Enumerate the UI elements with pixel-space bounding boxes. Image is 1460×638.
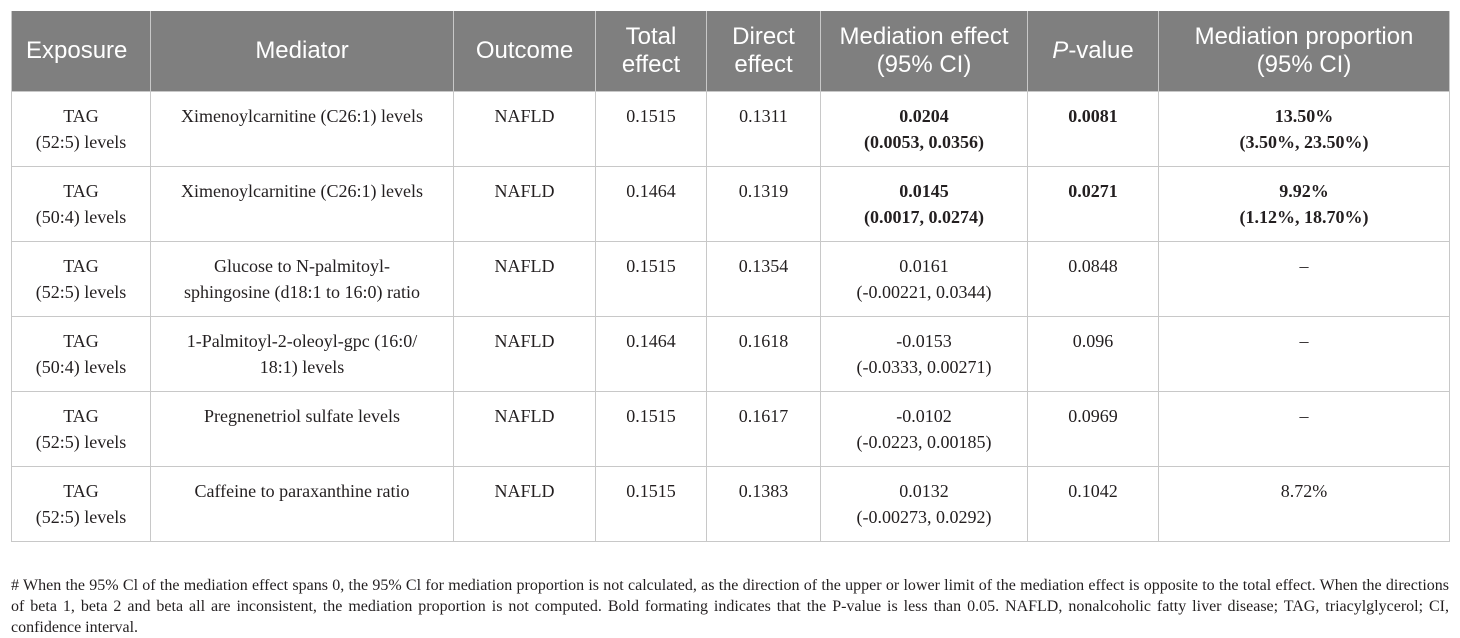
cell-direct-effect: 0.1383 xyxy=(707,467,821,542)
mediation-effect-ci: (0.0017, 0.0274) xyxy=(864,207,984,227)
cell-mediation-effect xyxy=(821,392,1028,467)
cell-mediation-proportion xyxy=(1159,167,1450,242)
mediation-effect-value: -0.0102 xyxy=(896,406,952,426)
results-table-wrapper xyxy=(11,11,1449,542)
exposure-line-1: TAG xyxy=(63,481,99,501)
cell-total-effect: 0.1515 xyxy=(596,467,707,542)
mediation-effect-value: 0.0204 xyxy=(899,106,949,126)
cell-mediator: Caffeine to paraxanthine ratio xyxy=(151,467,454,542)
cell-total-effect: 0.1464 xyxy=(596,317,707,392)
cell-direct-effect: 0.1617 xyxy=(707,392,821,467)
header-total-effect: Total effect xyxy=(596,11,707,92)
cell-mediation-effect xyxy=(821,467,1028,542)
table-row xyxy=(12,467,1450,542)
exposure-line-2: (50:4) levels xyxy=(35,357,127,377)
exposure-line-2: (52:5) levels xyxy=(35,432,127,452)
exposure-line-2: (52:5) levels xyxy=(35,282,127,302)
exposure-line-1: TAG xyxy=(63,106,99,126)
mediator-line-2: sphingosine (d18:1 to 16:0) ratio xyxy=(184,282,420,302)
mediation-effect-value: -0.0153 xyxy=(896,331,952,351)
proportion-value: 13.50% xyxy=(1274,106,1334,126)
cell-total-effect: 0.1515 xyxy=(596,92,707,167)
table-footnote: # When the 95% Cl of the mediation effect spans 0, the 95% Cl for mediation proportion is not calculated, as the direction of the upper or lower limit of the mediation effect is opposite to the total effect. When the directions of beta 1, beta 2 and beta all are inconsistent, the mediation proportion is not computed. Bold formating indicates that the P-value is less than 0.05. NAFLD, nonalcoholic fatty liver disease; TAG, triacylglycerol; CI, confidence interval. xyxy=(11,577,1449,636)
proportion-ci: (1.12%, 18.70%) xyxy=(1239,207,1369,227)
cell-outcome: NAFLD xyxy=(454,467,596,542)
cell-outcome: NAFLD xyxy=(454,92,596,167)
cell-outcome: NAFLD xyxy=(454,317,596,392)
header-direct-effect: Direct effect xyxy=(707,11,821,92)
mediator-line-2: 18:1) levels xyxy=(259,357,345,377)
cell-mediator: Ximenoylcarnitine (C26:1) levels xyxy=(151,92,454,167)
mediation-effect-ci: (0.0053, 0.0356) xyxy=(864,132,984,152)
exposure-line-1: TAG xyxy=(63,406,99,426)
cell-mediation-effect xyxy=(821,317,1028,392)
cell-mediator xyxy=(151,317,454,392)
exposure-line-2: (52:5) levels xyxy=(35,132,127,152)
exposure-line-1: TAG xyxy=(63,331,99,351)
table-row xyxy=(12,392,1450,467)
cell-exposure xyxy=(12,92,151,167)
cell-mediator: Pregnenetriol sulfate levels xyxy=(151,392,454,467)
cell-total-effect: 0.1464 xyxy=(596,167,707,242)
header-exposure: Exposure xyxy=(12,11,151,92)
mediator-line-1: Glucose to N-palmitoyl- xyxy=(214,256,390,276)
mediator-line-1: 1-Palmitoyl-2-oleoyl-gpc (16:0/ xyxy=(186,331,418,351)
mediation-effect-value: 0.0132 xyxy=(899,481,949,501)
cell-exposure xyxy=(12,392,151,467)
mediation-effect-value: 0.0145 xyxy=(899,181,949,201)
header-p-value xyxy=(1028,11,1159,92)
cell-outcome: NAFLD xyxy=(454,392,596,467)
mediation-effect-ci: (-0.00273, 0.0292) xyxy=(856,507,992,527)
mediation-effect-ci: (-0.0223, 0.00185) xyxy=(856,432,992,452)
cell-mediation-proportion: – xyxy=(1159,317,1450,392)
cell-direct-effect: 0.1618 xyxy=(707,317,821,392)
cell-exposure xyxy=(12,167,151,242)
table-row xyxy=(12,92,1450,167)
cell-mediation-effect xyxy=(821,167,1028,242)
header-mediator: Mediator xyxy=(151,11,454,92)
mediation-results-table xyxy=(11,11,1450,542)
mediation-effect-value: 0.0161 xyxy=(899,256,949,276)
cell-p-value: 0.0271 xyxy=(1028,167,1159,242)
cell-outcome: NAFLD xyxy=(454,242,596,317)
cell-p-value: 0.096 xyxy=(1028,317,1159,392)
cell-mediator: Ximenoylcarnitine (C26:1) levels xyxy=(151,167,454,242)
cell-p-value: 0.0848 xyxy=(1028,242,1159,317)
mediation-effect-ci: (-0.00221, 0.0344) xyxy=(856,282,992,302)
header-row xyxy=(12,11,1450,92)
cell-direct-effect: 0.1354 xyxy=(707,242,821,317)
header-p-suffix: -value xyxy=(1068,37,1134,64)
table-row xyxy=(12,317,1450,392)
exposure-line-1: TAG xyxy=(63,181,99,201)
cell-mediator xyxy=(151,242,454,317)
cell-mediation-effect xyxy=(821,92,1028,167)
cell-mediation-proportion: – xyxy=(1159,392,1450,467)
cell-p-value: 0.1042 xyxy=(1028,467,1159,542)
table-row xyxy=(12,242,1450,317)
cell-p-value: 0.0969 xyxy=(1028,392,1159,467)
header-mediation-proportion: Mediation proportion (95% CI) xyxy=(1159,11,1450,92)
header-mediation-effect: Mediation effect (95% CI) xyxy=(821,11,1028,92)
cell-exposure xyxy=(12,242,151,317)
cell-direct-effect: 0.1319 xyxy=(707,167,821,242)
cell-exposure xyxy=(12,317,151,392)
header-outcome: Outcome xyxy=(454,11,596,92)
cell-mediation-proportion: 8.72% xyxy=(1159,467,1450,542)
cell-outcome: NAFLD xyxy=(454,167,596,242)
cell-exposure xyxy=(12,467,151,542)
cell-total-effect: 0.1515 xyxy=(596,242,707,317)
exposure-line-2: (52:5) levels xyxy=(35,507,127,527)
cell-mediation-effect xyxy=(821,242,1028,317)
mediation-effect-ci: (-0.0333, 0.00271) xyxy=(856,357,992,377)
proportion-value: 9.92% xyxy=(1279,181,1329,201)
proportion-ci: (3.50%, 23.50%) xyxy=(1239,132,1369,152)
exposure-line-2: (50:4) levels xyxy=(35,207,127,227)
header-p-italic: P xyxy=(1052,37,1069,64)
cell-total-effect: 0.1515 xyxy=(596,392,707,467)
cell-mediation-proportion: – xyxy=(1159,242,1450,317)
table-row xyxy=(12,167,1450,242)
cell-direct-effect: 0.1311 xyxy=(707,92,821,167)
cell-p-value: 0.0081 xyxy=(1028,92,1159,167)
exposure-line-1: TAG xyxy=(63,256,99,276)
cell-mediation-proportion xyxy=(1159,92,1450,167)
